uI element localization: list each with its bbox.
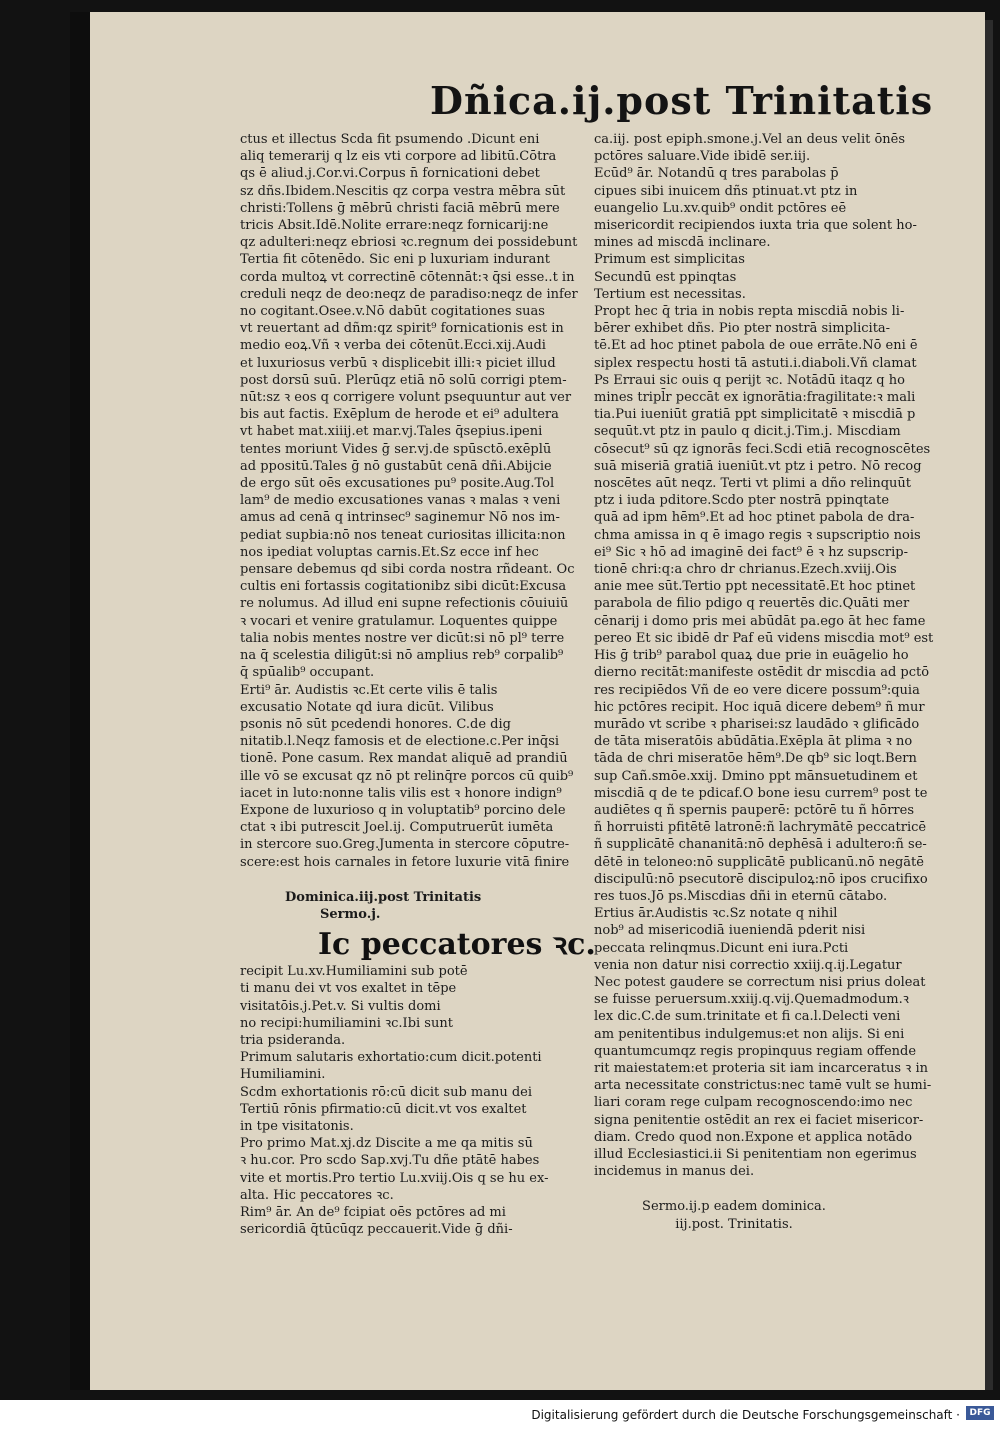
text-line: rit maiestatem:et proteria sit iam incarceratus ꝛ in bbox=[594, 1060, 929, 1076]
text-line: pereo Et sic ibidē dr Paf eū videns miscdia mot⁹ est bbox=[594, 630, 934, 646]
sermon-heading: Sermo.j. bbox=[320, 906, 381, 922]
text-line: am penitentibus indulgemus:et non alijs. Si eni bbox=[594, 1026, 905, 1042]
next-sermon-subheading: iij.post. Trinitatis. bbox=[675, 1216, 793, 1232]
text-line: ctus et illectus Scda fit psumendo .Dicunt eni bbox=[240, 132, 540, 147]
text-line: q̄ spūalib⁹ occupant. bbox=[240, 665, 375, 681]
text-line: medio eoꝝ.Vñ ꝛ verba dei cōtenūt.Ecci.xij.Audi bbox=[240, 338, 546, 354]
text-line: se fuisse peruersum.xxiij.q.vij.Quemadmodum.ꝛ bbox=[594, 992, 909, 1008]
text-line: ñ supplicātē chananitā:nō dephēsā i adultero:ñ se- bbox=[594, 837, 927, 853]
text-line: ꝛ hu.cor. Pro scdo Sap.xvj.Tu dñe ptātē habes bbox=[240, 1153, 540, 1169]
page-edge-right bbox=[985, 20, 993, 1390]
text-line: psonis nō sūt pcedendi honores. C.de dig bbox=[240, 716, 511, 732]
text-line: Tertiū rōnis pfirmatio:cū dicit.vt vos exaltet bbox=[240, 1101, 527, 1117]
left-column bbox=[240, 131, 596, 1238]
text-line: no recipi:humiliamini ꝛc.Ibi sunt bbox=[240, 1015, 453, 1031]
text-line: siplex respectu hosti tā astuti.i.diaboli.Vñ clamat bbox=[594, 355, 917, 371]
text-line: pensare debemus qd sibi corda nostra rñdeant. Oc bbox=[240, 562, 575, 578]
text-line: ñ horruisti pfitētē latronē:ñ lachrymātē peccatricē bbox=[594, 820, 927, 836]
text-line: Pro primo Mat.xj.dz Discite a me qa mitis sū bbox=[240, 1136, 533, 1152]
text-line: christi:Tollens ḡ mēbrū christi faciā mēbrū mere bbox=[240, 200, 560, 216]
text-line: tia.Pui iueniūt gratiā ppt simplicitatē ꝛ miscdiā p bbox=[594, 407, 916, 423]
text-line: dētē in teloneo:nō supplicātē publicanū.nō negātē bbox=[594, 854, 924, 870]
text-line: no cogitant.Osee.v.Nō dabūt cogitationes suas bbox=[240, 304, 545, 320]
text-line: incidemus in manus dei. bbox=[594, 1164, 755, 1180]
section-gap bbox=[240, 871, 585, 889]
text-line: nob⁹ ad misericodiā iueniendā pderit nisi bbox=[594, 923, 866, 939]
text-line: miscdiā q de te pdicaf.O bone iesu currem⁹ post te bbox=[594, 785, 928, 801]
text-line: bis aut factis. Exēplum de herode et ei⁹ adultera bbox=[240, 407, 559, 423]
text-line: tria psideranda. bbox=[240, 1032, 346, 1048]
text-line: mines tripl̄r peccāt ex ignorātia:fragilitate:ꝛ mali bbox=[594, 390, 916, 406]
funding-notice: Digitalisierung gefördert durch die Deutsche Forschungsgemeinschaft · bbox=[531, 1408, 960, 1422]
text-line: na q̄ scelestia diligūt:si nō amplius reb⁹ corpalib⁹ bbox=[240, 648, 564, 664]
text-line: Rim⁹ ār. An de⁹ fcipiat oēs pctōres ad mi bbox=[240, 1204, 506, 1220]
text-line: chma amissa in q ē imago regis ꝛ supscriptio nois bbox=[594, 527, 921, 543]
text-line: arta necessitate constrictus:nec tamē vult se humi- bbox=[594, 1078, 932, 1094]
text-line: Ps Erraui sic ouis q perijt ꝛc. Notādū itaqz q ho bbox=[594, 372, 905, 388]
text-line: His ḡ trib⁹ parabol quaꝝ due prie in euāgelio ho bbox=[594, 648, 909, 664]
text-line: Primum salutaris exhortatio:cum dicit.potenti bbox=[240, 1050, 542, 1066]
text-line: lex dic.C.de sum.trinitate et fi ca.l.Delecti veni bbox=[594, 1009, 901, 1025]
text-line: Erti⁹ ār. Audistis ꝛc.Et certe vilis ē talis bbox=[240, 682, 498, 698]
text-line: mines ad miscdā inclinare. bbox=[594, 235, 771, 251]
text-line: lam⁹ de medio excusationes vanas ꝛ malas ꝛ veni bbox=[240, 493, 561, 509]
text-line: sericordiā q̄tūcūqz peccauerit.Vide ḡ dñi- bbox=[240, 1222, 513, 1238]
text-line: audiētes q ñ spernis pauperē: pctōrē tu ñ hōrres bbox=[594, 802, 915, 818]
text-line: pctōres saluare.Vide ibidē ser.iij. bbox=[594, 149, 811, 165]
text-line: scere:est hois carnales in fetore luxurie vitā finire bbox=[240, 854, 570, 870]
text-line: ad ppositū.Tales ḡ nō gustabūt cenā dñi.Abijcie bbox=[240, 458, 552, 474]
text-line: signa penitentie ostēdit an rex ei faciet misericor- bbox=[594, 1112, 924, 1128]
text-line: anie mee sūt.Tertio ppt necessitatē.Et hoc ptinet bbox=[594, 579, 916, 595]
text-line: Secundū est ppinqtas bbox=[594, 269, 737, 285]
text-line: murādo vt scribe ꝛ pharisei:sz laudādo ꝛ glificādo bbox=[594, 716, 920, 732]
text-line: de ergo sūt oēs excusationes pu⁹ posite.Aug.Tol bbox=[240, 476, 555, 492]
text-line: tionē chri:q:a chro dr chrianus.Ezech.xviij.Ois bbox=[594, 562, 897, 578]
text-line: ꝛ vocari et venire gratulamur. Loquentes quippe bbox=[240, 613, 558, 629]
text-line: Tertia fit cōtenēdo. Sic eni p luxuriam indurant bbox=[240, 252, 551, 268]
left-column-text bbox=[240, 131, 585, 871]
text-line: cēnarij i domo pris mei abūdāt pa.ego āt hec fame bbox=[594, 613, 926, 629]
text-line: Humiliamini. bbox=[240, 1067, 326, 1083]
decorated-initial: Ic peccatores ꝛc. bbox=[318, 927, 596, 963]
text-line: nos ipediat voluptas carnis.Et.Sz ecce inf hec bbox=[240, 544, 539, 560]
text-line: cultis eni fortassis cogitationibz sibi dicūt:Excusa bbox=[240, 579, 567, 595]
text-line: pediat supbia:nō nos teneat curiositas illicita:non bbox=[240, 527, 566, 543]
text-line: quā ad ipm hēm⁹.Et ad hoc ptinet pabola de dra- bbox=[594, 510, 915, 526]
section-heading: Dominica.iij.post Trinitatis bbox=[285, 889, 482, 905]
text-line: post dorsū suū. Plerūqz etiā nō solū corrigi ptem- bbox=[240, 372, 567, 388]
text-line: quantumcumqz regis propinquus regiam offende bbox=[594, 1043, 917, 1059]
text-line: suā miseriā gratiā iueniūt.vt ptz i petro. Nō recog bbox=[594, 458, 922, 474]
page-shadow-left bbox=[70, 12, 90, 1390]
text-line: euangelio Lu.xv.quib⁹ ondit pctōres eē bbox=[594, 200, 847, 216]
text-line: Primum est simplicitas bbox=[594, 252, 745, 268]
text-line: peccata relinqmus.Dicunt eni iura.Pcti bbox=[594, 940, 849, 956]
text-line: qs ē aliud.j.Cor.vi.Corpus n̄ fornicationi debet bbox=[240, 166, 540, 182]
text-line: cipues sibi inuicem dñs ptinuat.vt ptz in bbox=[594, 183, 858, 199]
text-line: ctat ꝛ ibi putrescit Joel.ij. Computruerūt iumēta bbox=[240, 820, 554, 836]
text-line: illud Ecclesiastici.ii Si penitentiam non egerimus bbox=[594, 1146, 917, 1162]
left-column-text-2 bbox=[240, 963, 585, 1238]
text-line: res tuos.Jō ps.Miscdias dñi in eternū cātabo. bbox=[594, 888, 888, 904]
section-gap bbox=[594, 1180, 874, 1198]
text-line: ptz i iuda pditore.Scdo pter nostrā ppinqtate bbox=[594, 493, 890, 509]
text-line: tentes moriunt Vides ḡ ser.vj.de spūsctō.exēplū bbox=[240, 441, 552, 457]
text-line: visitatōis.j.Pet.v. Si vultis domi bbox=[240, 998, 441, 1014]
text-line: noscētes aūt neqz. Terti vt plimi a dño relinquūt bbox=[594, 476, 912, 492]
text-line: Nec potest gaudere se correctum nisi prius doleat bbox=[594, 974, 926, 990]
text-line: bērer exhibet dñs. Pio pter nostrā simplicita- bbox=[594, 321, 891, 337]
text-line: tāda de chri miseratōe hēm⁹.De qb⁹ sic loqt.Bern bbox=[594, 751, 917, 767]
text-line: ille vō se excusat qz nō pt relinq̄re porcos cū quib⁹ bbox=[240, 768, 574, 784]
text-line: parabola de filio pdigo q reuertēs dic.Quāti mer bbox=[594, 596, 910, 612]
dfg-logo: DFG bbox=[966, 1406, 994, 1420]
text-line: et luxuriosus verbū ꝛ displicebit illi:ꝛ piciet illud bbox=[240, 355, 556, 371]
text-line: creduli neqz de deo:neqz de paradiso:neqz de infer bbox=[240, 286, 578, 302]
text-line: sup Cañ.smōe.xxij. Dmino ppt mānsuetudinem et bbox=[594, 768, 918, 784]
text-line: excusatio Notate qd iura dicūt. Vilibus bbox=[240, 699, 494, 715]
text-line: tionē. Pone casum. Rex mandat aliquē ad prandiū bbox=[240, 751, 568, 767]
text-line: Tertium est necessitas. bbox=[594, 286, 746, 302]
text-line: sz dñs.Ibidem.Nescitis qz corpa vestra mēbra sūt bbox=[240, 183, 566, 199]
text-line: ti manu dei vt vos exaltet in tēpe bbox=[240, 981, 457, 997]
text-line: Propt hec q̄ tria in nobis repta miscdiā nobis li- bbox=[594, 304, 905, 320]
next-sermon-heading: Sermo.ij.p eadem dominica. bbox=[642, 1199, 826, 1215]
text-line: ca.iij. post epiph.smone.j.Vel an deus velit ōnēs bbox=[594, 132, 906, 147]
text-line: Scdm exhortationis rō:cū dicit sub manu dei bbox=[240, 1084, 533, 1100]
text-line: venia non datur nisi correctio xxiij.q.ij.Legatur bbox=[594, 957, 902, 973]
text-line: sequūt.vt ptz in paulo q dicit.j.Tim.j. Miscdiam bbox=[594, 424, 901, 440]
text-line: cōsecut⁹ sū qz ignorās feci.Scdi etiā recognoscētes bbox=[594, 441, 931, 457]
text-line: Ecūd⁹ ār. Notandū q tres parabolas p̄ bbox=[594, 166, 839, 182]
text-line: aliq temerarij q lz eis vti corpore ad libitū.Cōtra bbox=[240, 149, 557, 165]
text-line: alta. Hic peccatores ꝛc. bbox=[240, 1187, 394, 1203]
text-line: nūt:sz ꝛ eos q corrigere volunt psequuntur aut ver bbox=[240, 390, 572, 406]
text-line: discipulū:nō psecutorē discipuloꝝ:nō ipos crucifixo bbox=[594, 871, 928, 887]
text-line: vt reuertant ad dñm:qz spirit⁹ fornicationis est in bbox=[240, 321, 564, 337]
text-line: qz adulteri:neqz ebriosi ꝛc.regnum dei possidebunt bbox=[240, 235, 578, 251]
text-line: vite et mortis.Pro tertio Lu.xviij.Ois q se hu ex- bbox=[240, 1170, 549, 1186]
text-line: nitatib.l.Neqz famosis et de electione.c.Per inq̄si bbox=[240, 734, 560, 750]
text-line: in stercore suo.Greg.Jumenta in stercore cōputre- bbox=[240, 837, 570, 853]
text-line: tē.Et ad hoc ptinet pabola de oue errāte.Nō eni ē bbox=[594, 338, 918, 354]
text-line: vt habet mat.xiiij.et mar.vj.Tales q̄sepius.ipeni bbox=[240, 424, 543, 440]
text-line: dierno recitāt:manifeste ostēdit dr miscdia ad pctō bbox=[594, 665, 930, 681]
text-line: tricis Absit.Idē.Nolite errare:neqz fornicarij:ne bbox=[240, 218, 549, 234]
text-line: Expone de luxurioso q in voluptatib⁹ porcino dele bbox=[240, 802, 566, 818]
digitization-footer bbox=[0, 1400, 1000, 1429]
text-line: talia nobis mentes nostre ver dicūt:si nō pl⁹ terre bbox=[240, 630, 565, 646]
running-head: Dñica.ij.post Trinitatis bbox=[430, 78, 934, 123]
text-line: amus ad cenā q intrinsec⁹ saginemur Nō nos im- bbox=[240, 510, 560, 526]
text-line: liari coram rege culpam recognoscendo:imo nec bbox=[594, 1095, 913, 1111]
text-line: diam. Credo quod non.Expone et applica notādo bbox=[594, 1129, 913, 1145]
text-line: misericordit recipiendos iuxta tria que solent ho- bbox=[594, 218, 917, 234]
text-line: res recipiēdos Vñ de eo vere dicere possum⁹:quia bbox=[594, 682, 920, 698]
text-line: hic pctōres recipit. Hoc iquā dicere debem⁹ ñ mur bbox=[594, 699, 925, 715]
text-line: in tpe visitatonis. bbox=[240, 1118, 354, 1134]
text-line: re nolumus. Ad illud eni supne refectionis cōuiuiū bbox=[240, 596, 569, 612]
right-column bbox=[594, 131, 934, 1233]
text-line: recipit Lu.xv.Humiliamini sub potē bbox=[240, 964, 468, 980]
text-line: de tāta miseratōis abūdātia.Exēpla āt plima ꝛ no bbox=[594, 734, 913, 750]
text-line: Ertius ār.Audistis ꝛc.Sz notate q nihil bbox=[594, 906, 838, 922]
right-column-text bbox=[594, 131, 934, 1180]
text-line: iacet in luto:nonne talis vilis est ꝛ honore indign⁹ bbox=[240, 785, 562, 801]
text-line: ei⁹ Sic ꝛ hō ad imaginē dei fact⁹ ē ꝛ hz supscrip- bbox=[594, 544, 909, 560]
text-line: corda multoꝝ vt correctinē cōtennāt:ꝛ q̄si esse..t in bbox=[240, 269, 575, 285]
